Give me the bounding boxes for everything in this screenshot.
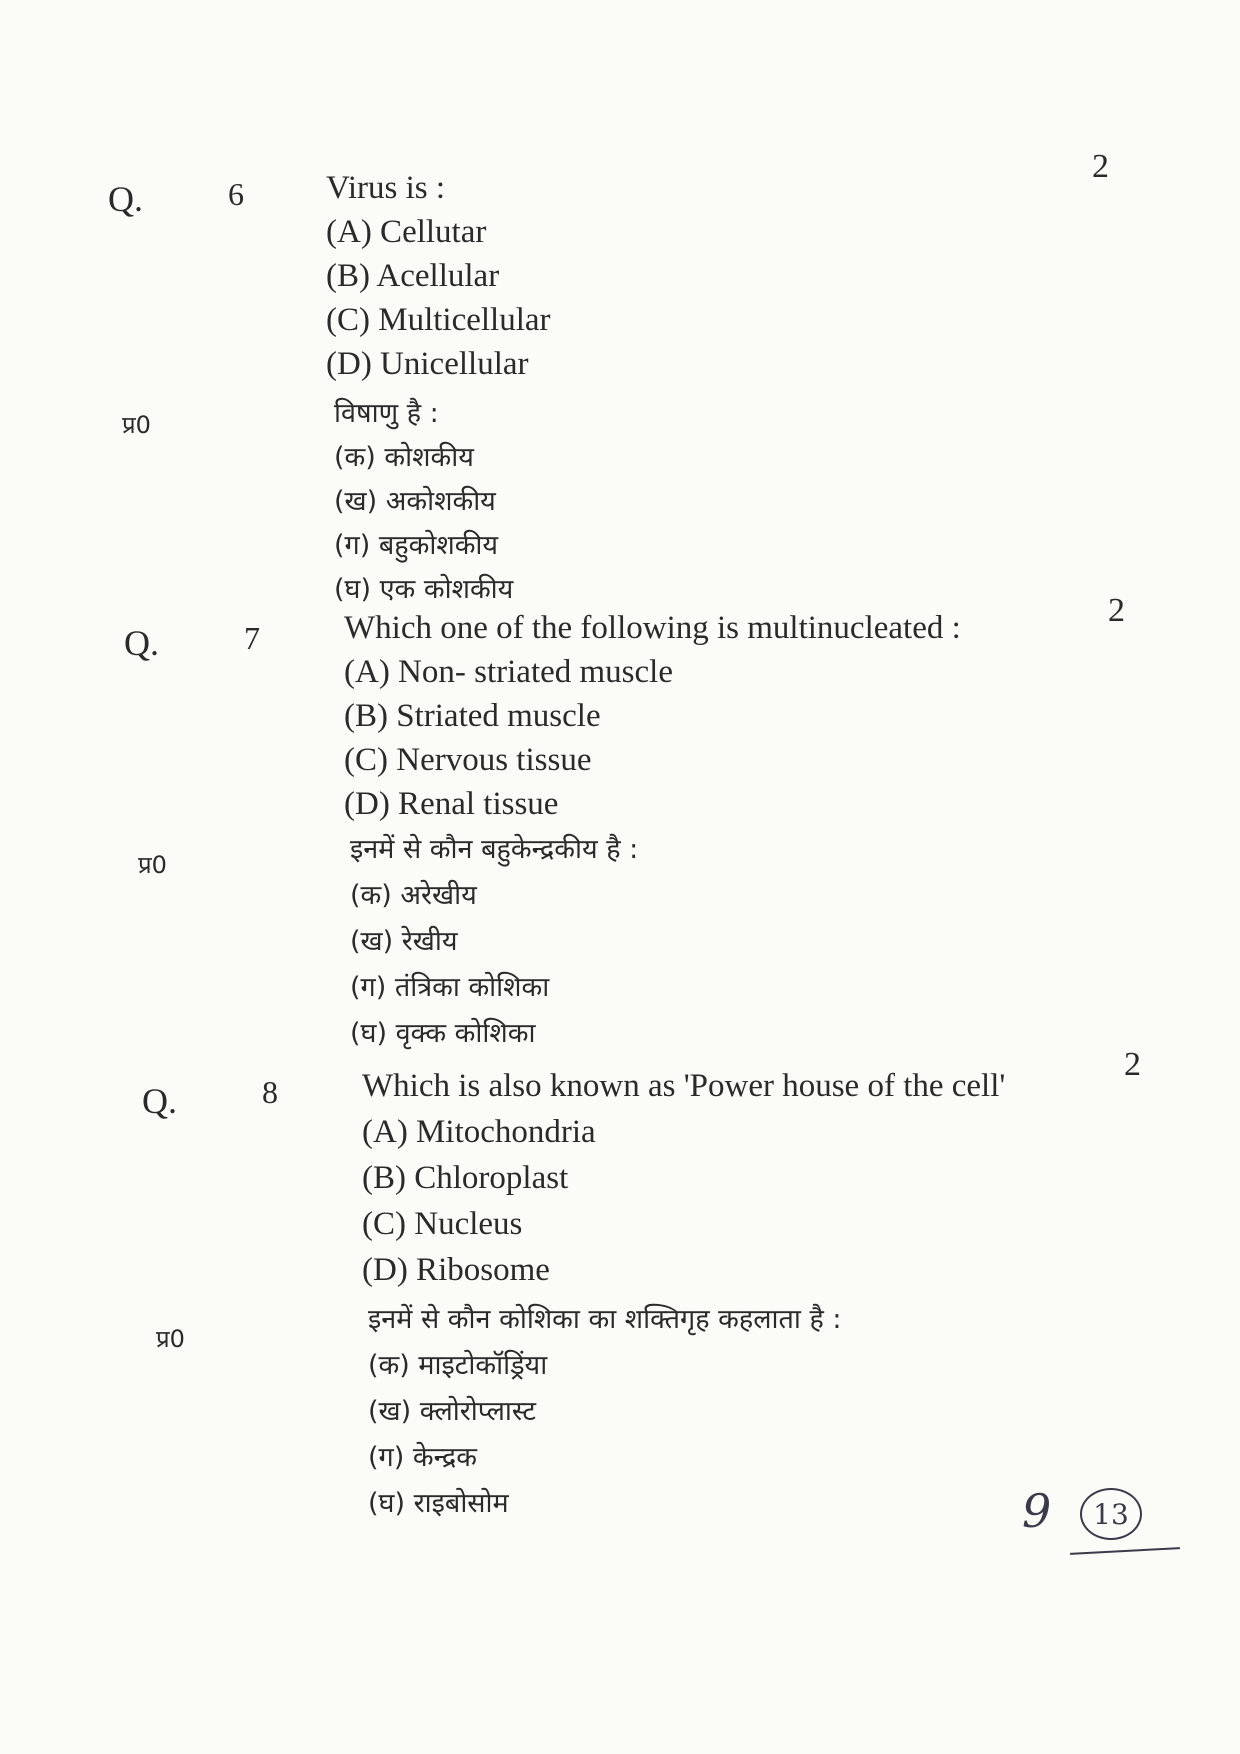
question-label: Q. <box>108 179 143 219</box>
hindi-question-label: प्र0 <box>122 411 151 439</box>
hindi-option-gha: (घ) वृक्क कोशिका <box>350 1018 536 1049</box>
hindi-option-kha: (ख) क्लोरोप्लास्ट <box>368 1396 536 1427</box>
hindi-option-kha: (ख) अकोशकीय <box>334 486 496 517</box>
handwritten-underline <box>1070 1547 1180 1555</box>
english-question <box>362 1064 1005 1294</box>
question-stem: Virus is : <box>326 170 446 206</box>
option-b: (B) Chloroplast <box>362 1160 569 1196</box>
option-a: (A) Cellutar <box>326 214 487 250</box>
circled-number: 13 <box>1093 1497 1129 1531</box>
marks: 2 <box>1108 592 1125 629</box>
question-number: 7 <box>244 620 260 656</box>
hindi-stem: इनमें से कौन बहुकेन्द्रकीय है : <box>350 834 639 865</box>
hindi-option-gha: (घ) राइबोसोम <box>368 1488 509 1519</box>
option-b: (B) Striated muscle <box>344 698 601 734</box>
hindi-option-ga: (ग) बहुकोशकीय <box>334 530 499 561</box>
hindi-stem: विषाणु है : <box>334 398 439 429</box>
marks: 2 <box>1092 148 1109 185</box>
handwritten-mark: 9 <box>1022 1484 1052 1538</box>
circled-page-number <box>1080 1488 1142 1540</box>
hindi-option-ga: (ग) केन्द्रक <box>368 1442 478 1473</box>
option-c: (C) Nervous tissue <box>344 742 592 778</box>
option-b: (B) Acellular <box>326 258 500 294</box>
hindi-option-gha: (घ) एक कोशकीय <box>334 574 514 605</box>
hindi-option-ka: (क) अरेखीय <box>350 880 477 911</box>
hindi-question-label: प्र0 <box>156 1325 185 1353</box>
option-c: (C) Nucleus <box>362 1206 523 1242</box>
hindi-option-kha: (ख) रेखीय <box>350 926 458 957</box>
hindi-question <box>334 392 513 612</box>
option-a: (A) Non- striated muscle <box>344 654 673 690</box>
hindi-question <box>350 828 638 1058</box>
hindi-option-ka: (क) माइटोकॉड्रिंया <box>368 1350 548 1381</box>
question-stem: Which one of the following is multinucleated : <box>344 610 961 646</box>
hindi-question-label: प्र0 <box>138 851 167 879</box>
option-d: (D) Renal tissue <box>344 786 559 822</box>
question-number: 8 <box>262 1074 278 1110</box>
option-d: (D) Unicellular <box>326 346 529 382</box>
english-question <box>344 606 961 826</box>
question-label: Q. <box>142 1081 177 1121</box>
question-number: 6 <box>228 176 244 212</box>
marks: 2 <box>1124 1046 1141 1083</box>
hindi-stem: इनमें से कौन कोशिका का शक्तिगृह कहलाता है : <box>368 1304 842 1335</box>
question-stem: Which is also known as 'Power house of the cell' <box>362 1068 1006 1104</box>
hindi-option-ga: (ग) तंत्रिका कोशिका <box>350 972 550 1003</box>
english-question <box>326 166 551 386</box>
option-a: (A) Mitochondria <box>362 1114 596 1150</box>
hindi-question <box>368 1298 842 1528</box>
option-d: (D) Ribosome <box>362 1252 550 1288</box>
question-label: Q. <box>124 623 159 663</box>
option-c: (C) Multicellular <box>326 302 551 338</box>
hindi-option-ka: (क) कोशकीय <box>334 442 474 473</box>
